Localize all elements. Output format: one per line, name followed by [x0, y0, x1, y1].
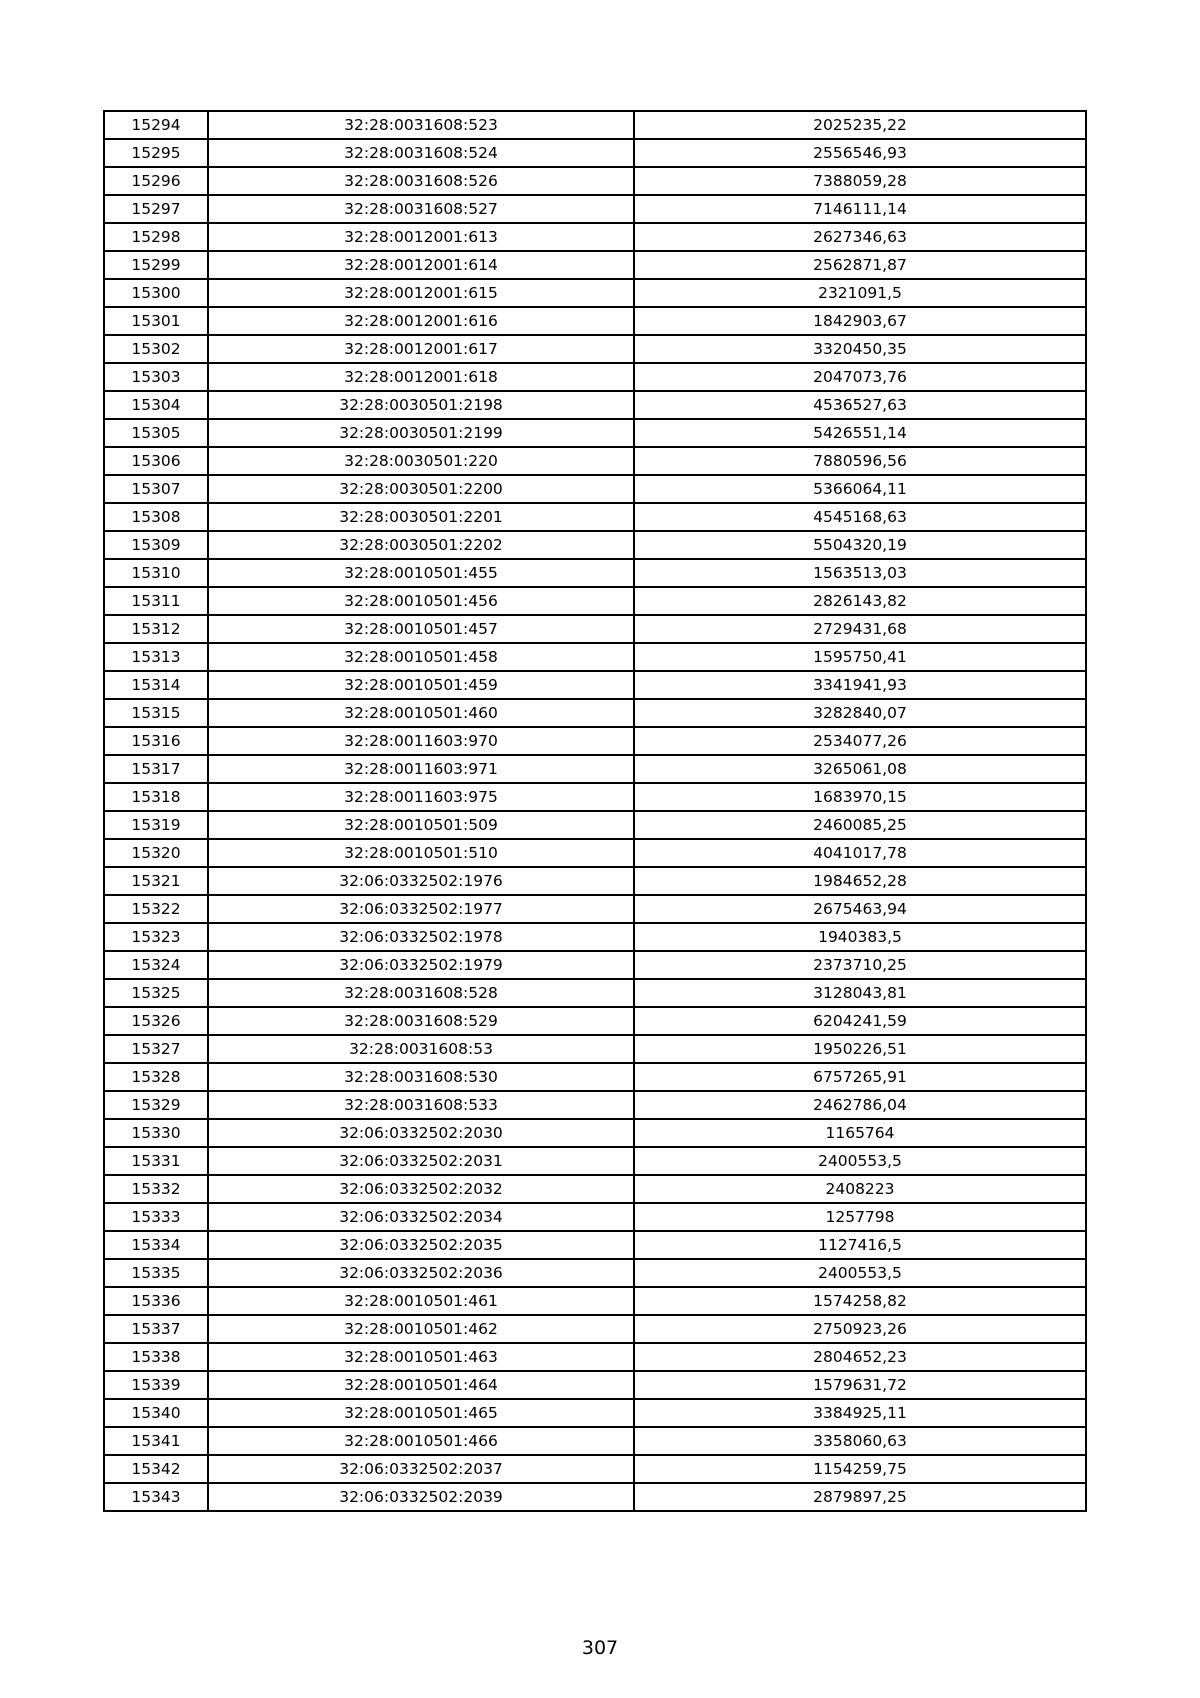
table-row: [104, 783, 1086, 811]
cadastral-number-cell: 32:06:0332502:2035: [208, 1231, 634, 1259]
row-number-cell: 15295: [104, 139, 208, 167]
table-row: [104, 615, 1086, 643]
row-number-cell: 15331: [104, 1147, 208, 1175]
cadastral-number-cell: 32:28:0031608:528: [208, 979, 634, 1007]
value-cell: 3128043,81: [634, 979, 1086, 1007]
row-number-cell: 15335: [104, 1259, 208, 1287]
cadastral-number-cell: 32:28:0010501:460: [208, 699, 634, 727]
cadastral-number-cell: 32:28:0010501:510: [208, 839, 634, 867]
cadastral-number-cell: 32:28:0010501:464: [208, 1371, 634, 1399]
table-row: [104, 419, 1086, 447]
cadastral-number-cell: 32:28:0010501:458: [208, 643, 634, 671]
row-number-cell: 15302: [104, 335, 208, 363]
value-cell: 1257798: [634, 1203, 1086, 1231]
value-cell: 6204241,59: [634, 1007, 1086, 1035]
row-number-cell: 15321: [104, 867, 208, 895]
value-cell: 2321091,5: [634, 279, 1086, 307]
value-cell: 7388059,28: [634, 167, 1086, 195]
cadastral-number-cell: 32:28:0030501:2201: [208, 503, 634, 531]
cadastral-number-cell: 32:28:0010501:466: [208, 1427, 634, 1455]
row-number-cell: 15330: [104, 1119, 208, 1147]
value-cell: 2534077,26: [634, 727, 1086, 755]
value-cell: 5504320,19: [634, 531, 1086, 559]
value-cell: 1595750,41: [634, 643, 1086, 671]
cadastral-number-cell: 32:06:0332502:1976: [208, 867, 634, 895]
cadastral-number-cell: 32:06:0332502:2039: [208, 1483, 634, 1511]
cadastral-number-cell: 32:28:0030501:2200: [208, 475, 634, 503]
cadastral-number-cell: 32:06:0332502:2036: [208, 1259, 634, 1287]
row-number-cell: 15320: [104, 839, 208, 867]
cadastral-number-cell: 32:06:0332502:1977: [208, 895, 634, 923]
cadastral-number-cell: 32:06:0332502:2032: [208, 1175, 634, 1203]
cadastral-number-cell: 32:28:0011603:971: [208, 755, 634, 783]
cadastral-number-cell: 32:28:0030501:2202: [208, 531, 634, 559]
table-row: [104, 1455, 1086, 1483]
cadastral-number-cell: 32:28:0031608:533: [208, 1091, 634, 1119]
value-cell: 3282840,07: [634, 699, 1086, 727]
table-row: [104, 979, 1086, 1007]
value-cell: 2400553,5: [634, 1147, 1086, 1175]
row-number-cell: 15301: [104, 307, 208, 335]
table-row: [104, 1175, 1086, 1203]
value-cell: 7146111,14: [634, 195, 1086, 223]
cadastral-number-cell: 32:28:0010501:463: [208, 1343, 634, 1371]
cadastral-number-cell: 32:28:0012001:613: [208, 223, 634, 251]
table-row: [104, 727, 1086, 755]
table-row: [104, 447, 1086, 475]
row-number-cell: 15305: [104, 419, 208, 447]
table-row: [104, 923, 1086, 951]
table-row: [104, 1007, 1086, 1035]
table-row: [104, 1427, 1086, 1455]
table-row: [104, 1343, 1086, 1371]
table-row: [104, 531, 1086, 559]
value-cell: 1127416,5: [634, 1231, 1086, 1259]
value-cell: 1154259,75: [634, 1455, 1086, 1483]
row-number-cell: 15317: [104, 755, 208, 783]
value-cell: 4536527,63: [634, 391, 1086, 419]
row-number-cell: 15297: [104, 195, 208, 223]
row-number-cell: 15334: [104, 1231, 208, 1259]
row-number-cell: 15325: [104, 979, 208, 1007]
row-number-cell: 15327: [104, 1035, 208, 1063]
cadastral-number-cell: 32:28:0012001:617: [208, 335, 634, 363]
cadastral-number-cell: 32:28:0012001:616: [208, 307, 634, 335]
row-number-cell: 15313: [104, 643, 208, 671]
value-cell: 3384925,11: [634, 1399, 1086, 1427]
cadastral-number-cell: 32:28:0012001:615: [208, 279, 634, 307]
table-row: [104, 279, 1086, 307]
value-cell: 1940383,5: [634, 923, 1086, 951]
row-number-cell: 15299: [104, 251, 208, 279]
cadastral-number-cell: 32:06:0332502:1978: [208, 923, 634, 951]
value-cell: 2556546,93: [634, 139, 1086, 167]
value-cell: 6757265,91: [634, 1063, 1086, 1091]
row-number-cell: 15315: [104, 699, 208, 727]
row-number-cell: 15309: [104, 531, 208, 559]
row-number-cell: 15311: [104, 587, 208, 615]
row-number-cell: 15304: [104, 391, 208, 419]
value-cell: 2562871,87: [634, 251, 1086, 279]
cadastral-number-cell: 32:06:0332502:2037: [208, 1455, 634, 1483]
table-row: [104, 699, 1086, 727]
cadastral-number-cell: 32:28:0010501:461: [208, 1287, 634, 1315]
value-cell: 1683970,15: [634, 783, 1086, 811]
cadastral-number-cell: 32:28:0012001:618: [208, 363, 634, 391]
table-row: [104, 335, 1086, 363]
table-row: [104, 839, 1086, 867]
cadastral-number-cell: 32:28:0030501:2199: [208, 419, 634, 447]
value-cell: 1579631,72: [634, 1371, 1086, 1399]
cadastral-number-cell: 32:28:0010501:457: [208, 615, 634, 643]
value-cell: 2750923,26: [634, 1315, 1086, 1343]
page-number: 307: [581, 1637, 619, 1659]
row-number-cell: 15306: [104, 447, 208, 475]
value-cell: 1950226,51: [634, 1035, 1086, 1063]
row-number-cell: 15296: [104, 167, 208, 195]
cadastral-number-cell: 32:28:0031608:527: [208, 195, 634, 223]
value-cell: 1574258,82: [634, 1287, 1086, 1315]
value-cell: 2400553,5: [634, 1259, 1086, 1287]
cadastral-number-cell: 32:06:0332502:2034: [208, 1203, 634, 1231]
cadastral-number-cell: 32:28:0031608:529: [208, 1007, 634, 1035]
table-row: [104, 1035, 1086, 1063]
row-number-cell: 15343: [104, 1483, 208, 1511]
table-row: [104, 1399, 1086, 1427]
value-cell: 1165764: [634, 1119, 1086, 1147]
cadastral-number-cell: 32:28:0010501:456: [208, 587, 634, 615]
cadastral-number-cell: 32:28:0031608:53: [208, 1035, 634, 1063]
table-row: [104, 307, 1086, 335]
value-cell: 2047073,76: [634, 363, 1086, 391]
row-number-cell: 15308: [104, 503, 208, 531]
table-row: [104, 1091, 1086, 1119]
cadastral-value-table: [103, 110, 1087, 1512]
value-cell: 2460085,25: [634, 811, 1086, 839]
row-number-cell: 15310: [104, 559, 208, 587]
value-cell: 4041017,78: [634, 839, 1086, 867]
cadastral-number-cell: 32:28:0010501:459: [208, 671, 634, 699]
table-row: [104, 755, 1086, 783]
row-number-cell: 15339: [104, 1371, 208, 1399]
table-row: [104, 1231, 1086, 1259]
row-number-cell: 15342: [104, 1455, 208, 1483]
value-cell: 3358060,63: [634, 1427, 1086, 1455]
value-cell: 3341941,93: [634, 671, 1086, 699]
table-row: [104, 167, 1086, 195]
value-cell: 1984652,28: [634, 867, 1086, 895]
cadastral-number-cell: 32:28:0011603:970: [208, 727, 634, 755]
cadastral-number-cell: 32:06:0332502:1979: [208, 951, 634, 979]
table-row: [104, 223, 1086, 251]
cadastral-number-cell: 32:28:0011603:975: [208, 783, 634, 811]
value-cell: 2879897,25: [634, 1483, 1086, 1511]
cadastral-number-cell: 32:28:0010501:455: [208, 559, 634, 587]
row-number-cell: 15324: [104, 951, 208, 979]
row-number-cell: 15314: [104, 671, 208, 699]
table-row: [104, 195, 1086, 223]
value-cell: 4545168,63: [634, 503, 1086, 531]
value-cell: 2025235,22: [634, 111, 1086, 139]
table-row: [104, 1063, 1086, 1091]
table-row: [104, 951, 1086, 979]
row-number-cell: 15312: [104, 615, 208, 643]
table-row: [104, 475, 1086, 503]
row-number-cell: 15322: [104, 895, 208, 923]
row-number-cell: 15323: [104, 923, 208, 951]
row-number-cell: 15332: [104, 1175, 208, 1203]
value-cell: 1563513,03: [634, 559, 1086, 587]
row-number-cell: 15340: [104, 1399, 208, 1427]
row-number-cell: 15328: [104, 1063, 208, 1091]
row-number-cell: 15303: [104, 363, 208, 391]
row-number-cell: 15318: [104, 783, 208, 811]
table-row: [104, 811, 1086, 839]
row-number-cell: 15338: [104, 1343, 208, 1371]
table-row: [104, 1371, 1086, 1399]
value-cell: 2729431,68: [634, 615, 1086, 643]
table-row: [104, 503, 1086, 531]
table-row: [104, 867, 1086, 895]
table-row: [104, 895, 1086, 923]
value-cell: 2826143,82: [634, 587, 1086, 615]
table-row: [104, 559, 1086, 587]
row-number-cell: 15333: [104, 1203, 208, 1231]
table-row: [104, 587, 1086, 615]
value-cell: 3320450,35: [634, 335, 1086, 363]
cadastral-number-cell: 32:28:0010501:462: [208, 1315, 634, 1343]
table-row: [104, 1119, 1086, 1147]
table-row: [104, 1147, 1086, 1175]
value-cell: 2373710,25: [634, 951, 1086, 979]
value-cell: 7880596,56: [634, 447, 1086, 475]
value-cell: 2804652,23: [634, 1343, 1086, 1371]
cadastral-number-cell: 32:06:0332502:2030: [208, 1119, 634, 1147]
row-number-cell: 15326: [104, 1007, 208, 1035]
cadastral-number-cell: 32:28:0012001:614: [208, 251, 634, 279]
row-number-cell: 15337: [104, 1315, 208, 1343]
table-row: [104, 643, 1086, 671]
value-cell: 1842903,67: [634, 307, 1086, 335]
value-cell: 2408223: [634, 1175, 1086, 1203]
table-row: [104, 139, 1086, 167]
table-row: [104, 671, 1086, 699]
row-number-cell: 15294: [104, 111, 208, 139]
cadastral-number-cell: 32:28:0030501:2198: [208, 391, 634, 419]
table-row: [104, 111, 1086, 139]
cadastral-number-cell: 32:28:0010501:465: [208, 1399, 634, 1427]
row-number-cell: 15341: [104, 1427, 208, 1455]
cadastral-number-cell: 32:28:0030501:220: [208, 447, 634, 475]
table-row: [104, 1203, 1086, 1231]
row-number-cell: 15329: [104, 1091, 208, 1119]
cadastral-number-cell: 32:28:0031608:524: [208, 139, 634, 167]
table-row: [104, 251, 1086, 279]
row-number-cell: 15298: [104, 223, 208, 251]
value-cell: 2462786,04: [634, 1091, 1086, 1119]
value-cell: 3265061,08: [634, 755, 1086, 783]
table-row: [104, 1315, 1086, 1343]
cadastral-number-cell: 32:06:0332502:2031: [208, 1147, 634, 1175]
table-row: [104, 1483, 1086, 1511]
cadastral-number-cell: 32:28:0031608:526: [208, 167, 634, 195]
value-cell: 2675463,94: [634, 895, 1086, 923]
cadastral-number-cell: 32:28:0031608:530: [208, 1063, 634, 1091]
table-row: [104, 1287, 1086, 1315]
row-number-cell: 15307: [104, 475, 208, 503]
table-row: [104, 1259, 1086, 1287]
row-number-cell: 15319: [104, 811, 208, 839]
row-number-cell: 15316: [104, 727, 208, 755]
table-body: [104, 111, 1086, 1511]
table-row: [104, 391, 1086, 419]
table-row: [104, 363, 1086, 391]
value-cell: 5366064,11: [634, 475, 1086, 503]
cadastral-number-cell: 32:28:0031608:523: [208, 111, 634, 139]
value-cell: 5426551,14: [634, 419, 1086, 447]
row-number-cell: 15336: [104, 1287, 208, 1315]
value-cell: 2627346,63: [634, 223, 1086, 251]
row-number-cell: 15300: [104, 279, 208, 307]
cadastral-number-cell: 32:28:0010501:509: [208, 811, 634, 839]
